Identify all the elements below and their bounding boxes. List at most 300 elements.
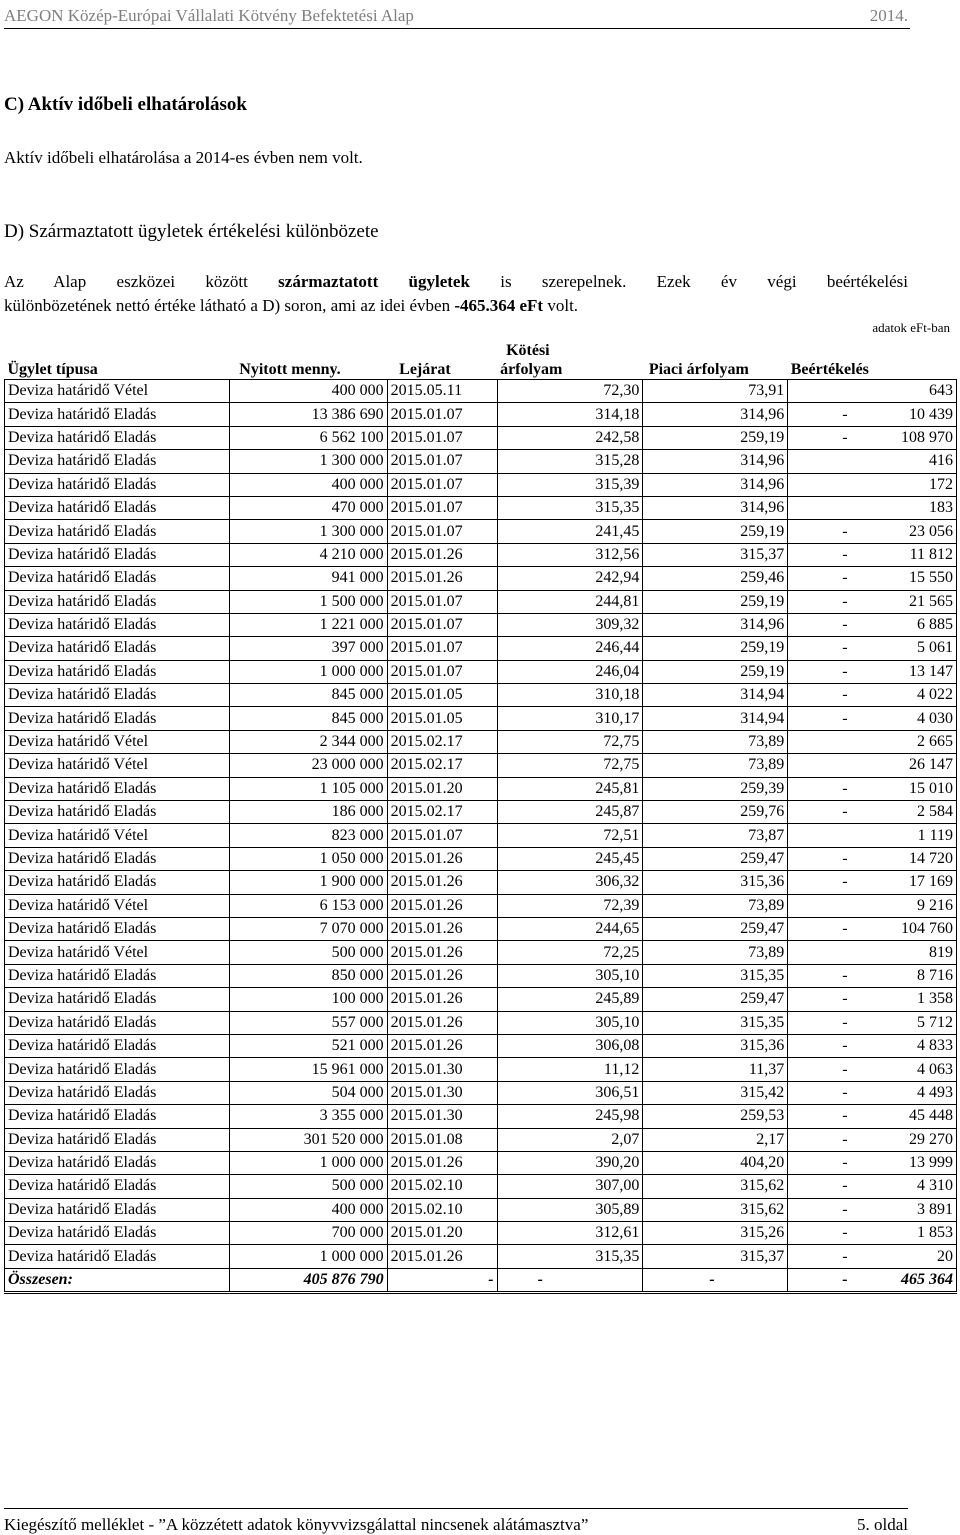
cell-type: Deviza határidő Eladás [5,590,230,613]
valuation-amount: 2 665 [917,733,953,751]
cell-type: Deviza határidő Eladás [5,567,230,590]
valuation-sign: - [842,686,848,704]
valuation-sign: - [842,1154,848,1172]
cell-strike: 244,65 [497,917,643,940]
cell-valuation [788,964,957,987]
cell-maturity: 2015.01.26 [387,964,497,987]
cell-maturity: 2015.01.26 [387,894,497,917]
table-row [5,1011,957,1034]
valuation-amount: 183 [929,499,953,517]
table-row [5,637,957,660]
valuation-amount: 819 [929,943,953,961]
cell-type: Deviza határidő Eladás [5,917,230,940]
cell-open: 2 344 000 [229,730,387,753]
cell-open: 1 105 000 [229,777,387,800]
header-strike-line2: árfolyam [500,361,563,378]
cell-type: Deviza határidő Eladás [5,1151,230,1174]
table-row [5,777,957,800]
cell-valuation [788,988,957,1011]
cell-market: 73,87 [643,824,788,847]
cell-type: Deviza határidő Eladás [5,684,230,707]
valuation-sign: - [842,592,848,610]
cell-market: 314,94 [643,684,788,707]
para-bold-value: -465.364 eFt [454,296,544,315]
para-text: volt. [547,296,579,315]
cell-valuation [788,801,957,824]
cell-valuation [788,754,957,777]
cell-valuation [788,1034,957,1057]
cell-valuation [788,613,957,636]
valuation-amount: 15 550 [909,569,953,587]
cell-strike: 245,98 [497,1105,643,1128]
cell-open: 400 000 [229,1198,387,1221]
table-row [5,403,957,426]
cell-market: 259,53 [643,1105,788,1128]
cell-open: 850 000 [229,964,387,987]
cell-maturity: 2015.01.07 [387,637,497,660]
valuation-sign: - [842,616,848,634]
cell-maturity: 2015.01.26 [387,1034,497,1057]
valuation-sign: - [842,1130,848,1148]
cell-strike: 2,07 [497,1128,643,1151]
cell-market: 315,35 [643,1011,788,1034]
table-row [5,894,957,917]
valuation-amount: 4 022 [917,686,953,704]
cell-strike: 315,39 [497,473,643,496]
table-row [5,520,957,543]
cell-type: Deviza határidő Vétel [5,380,230,403]
cell-maturity: 2015.01.30 [387,1058,497,1081]
header-valuation: Beértékelés [788,332,957,380]
valuation-amount: 26 147 [909,756,953,774]
cell-market: 73,89 [643,941,788,964]
cell-valuation [788,1175,957,1198]
cell-type: Deviza határidő Vétel [5,941,230,964]
valuation-sign: - [842,1083,848,1101]
cell-type: Deviza határidő Eladás [5,1011,230,1034]
header-strike-line1: Kötési [506,342,550,359]
cell-type: Deviza határidő Eladás [5,660,230,683]
valuation-amount: 8 716 [917,966,953,984]
cell-type: Deviza határidő Eladás [5,403,230,426]
cell-open: 15 961 000 [229,1058,387,1081]
table-row [5,1034,957,1057]
valuation-amount: 14 720 [909,850,953,867]
cell-open: 186 000 [229,801,387,824]
cell-open: 500 000 [229,941,387,964]
table-row [5,380,957,403]
valuation-amount: 5 061 [917,639,953,657]
total-label: Összesen: [5,1268,230,1292]
cell-maturity: 2015.01.26 [387,847,497,870]
valuation-sign: - [842,1013,848,1031]
cell-maturity: 2015.01.26 [387,543,497,566]
cell-maturity: 2015.05.11 [387,380,497,403]
cell-strike: 245,87 [497,801,643,824]
cell-market: 73,89 [643,730,788,753]
cell-market: 315,35 [643,964,788,987]
cell-market: 259,19 [643,590,788,613]
valuation-amount: 1 358 [917,990,953,1008]
cell-market: 315,37 [643,543,788,566]
cell-maturity: 2015.02.10 [387,1198,497,1221]
cell-open: 6 562 100 [229,426,387,449]
cell-valuation [788,1151,957,1174]
cell-open: 1 000 000 [229,660,387,683]
table-row [5,1105,957,1128]
cell-market: 259,39 [643,777,788,800]
valuation-sign: - [842,873,848,891]
cell-type: Deviza határidő Eladás [5,1105,230,1128]
footer-note: Kiegészítő melléklet - ”A közzétett adatok könyvvizsgálattal nincsenek alátámasztva” [4,1515,589,1534]
valuation-amount: 108 970 [901,428,953,446]
cell-open: 823 000 [229,824,387,847]
header-type: Ügylet típusa [5,332,230,380]
cell-type: Deviza határidő Eladás [5,707,230,730]
cell-valuation [788,917,957,940]
cell-strike: 309,32 [497,613,643,636]
header-strike [497,332,643,380]
cell-strike: 306,08 [497,1034,643,1057]
cell-valuation [788,380,957,403]
cell-maturity: 2015.01.26 [387,1151,497,1174]
valuation-amount: 13 147 [909,662,953,680]
cell-maturity: 2015.01.07 [387,660,497,683]
cell-type: Deviza határidő Vétel [5,754,230,777]
cell-valuation [788,590,957,613]
cell-valuation [788,567,957,590]
cell-strike: 315,35 [497,496,643,519]
cell-open: 1 221 000 [229,613,387,636]
cell-strike: 72,39 [497,894,643,917]
cell-type: Deviza határidő Eladás [5,496,230,519]
cell-type: Deviza határidő Eladás [5,1245,230,1268]
valuation-amount: 416 [929,452,953,470]
cell-maturity: 2015.01.07 [387,590,497,613]
table-header-row [5,332,957,380]
cell-valuation [788,520,957,543]
cell-strike: 72,25 [497,941,643,964]
page-footer [4,1508,908,1535]
cell-open: 397 000 [229,637,387,660]
cell-strike: 72,75 [497,754,643,777]
table-row [5,496,957,519]
cell-valuation [788,847,957,870]
valuation-amount: 643 [929,382,953,400]
cell-valuation [788,496,957,519]
valuation-amount: 2 584 [917,803,953,821]
cell-market: 73,89 [643,894,788,917]
valuation-amount: 45 448 [909,1107,953,1125]
cell-type: Deviza határidő Eladás [5,777,230,800]
table-row [5,590,957,613]
table-row [5,1081,957,1104]
section-d-paragraph [4,270,908,318]
valuation-amount: 15 010 [909,779,953,797]
cell-maturity: 2015.01.26 [387,988,497,1011]
cell-market: 315,26 [643,1222,788,1245]
cell-open: 504 000 [229,1081,387,1104]
cell-market: 315,42 [643,1081,788,1104]
cell-type: Deviza határidő Eladás [5,520,230,543]
footer-page-number: 5. oldal [857,1515,908,1534]
cell-open: 7 070 000 [229,917,387,940]
cell-strike: 72,75 [497,730,643,753]
cell-market: 73,91 [643,380,788,403]
cell-market: 315,62 [643,1198,788,1221]
cell-open: 500 000 [229,1175,387,1198]
cell-valuation [788,403,957,426]
cell-valuation [788,426,957,449]
cell-valuation [788,660,957,683]
cell-valuation [788,543,957,566]
cell-valuation [788,894,957,917]
cell-strike: 306,51 [497,1081,643,1104]
valuation-sign: - [842,1177,848,1195]
cell-strike: 242,94 [497,567,643,590]
cell-maturity: 2015.01.26 [387,941,497,964]
cell-strike: 11,12 [497,1058,643,1081]
valuation-sign: - [842,990,848,1008]
cell-type: Deviza határidő Eladás [5,964,230,987]
cell-market: 314,96 [643,450,788,473]
total-valuation [788,1268,957,1292]
para-text: különbözetének nettó értéke látható a D) soron, ami az idei évben [4,296,451,315]
valuation-sign: - [842,522,848,540]
valuation-sign: - [842,1224,848,1242]
cell-maturity: 2015.01.26 [387,567,497,590]
cell-type: Deviza határidő Eladás [5,1175,230,1198]
cell-maturity: 2015.01.30 [387,1081,497,1104]
table-row [5,917,957,940]
valuation-amount: 172 [929,475,953,493]
valuation-sign: - [842,545,848,563]
cell-type: Deviza határidő Eladás [5,1058,230,1081]
cell-market: 314,96 [643,613,788,636]
cell-valuation [788,1058,957,1081]
table-row [5,847,957,870]
page-header [4,0,910,29]
header-year: 2014. [869,6,908,25]
cell-market: 404,20 [643,1151,788,1174]
cell-open: 521 000 [229,1034,387,1057]
valuation-sign: - [842,1247,848,1265]
cell-valuation [788,637,957,660]
cell-market: 259,46 [643,567,788,590]
cell-open: 3 355 000 [229,1105,387,1128]
table-total-row [5,1268,957,1292]
cell-market: 259,47 [643,988,788,1011]
cell-maturity: 2015.01.07 [387,824,497,847]
cell-maturity: 2015.02.10 [387,1175,497,1198]
valuation-sign: - [842,966,848,984]
cell-strike: 245,81 [497,777,643,800]
cell-valuation [788,1081,957,1104]
cell-open: 1 000 000 [229,1151,387,1174]
valuation-sign: - [842,779,848,797]
cell-open: 470 000 [229,496,387,519]
valuation-amount: 5 712 [917,1013,953,1031]
valuation-amount: 104 760 [901,920,953,938]
cell-open: 100 000 [229,988,387,1011]
derivatives-table [4,332,957,1294]
cell-maturity: 2015.01.26 [387,917,497,940]
cell-type: Deviza határidő Eladás [5,1081,230,1104]
section-c-text: Aktív időbeli elhatárolása a 2014-es évben nem volt. [4,148,363,167]
cell-strike: 245,45 [497,847,643,870]
valuation-amount: 4 030 [917,709,953,727]
cell-valuation [788,941,957,964]
table-row [5,1151,957,1174]
header-fund-name: AEGON Közép-Európai Vállalati Kötvény Befektetési Alap [4,6,414,25]
cell-strike: 305,10 [497,964,643,987]
valuation-sign: - [842,920,848,938]
cell-market: 314,96 [643,496,788,519]
cell-maturity: 2015.01.05 [387,707,497,730]
cell-open: 1 000 000 [229,1245,387,1268]
cell-maturity: 2015.02.17 [387,801,497,824]
cell-maturity: 2015.01.30 [387,1105,497,1128]
cell-valuation [788,1198,957,1221]
para-bold-term: származtatott ügyletek [278,272,470,291]
table-row [5,1175,957,1198]
cell-strike: 390,20 [497,1151,643,1174]
cell-valuation [788,1128,957,1151]
valuation-sign: - [842,405,848,423]
valuation-amount: 4 493 [917,1083,953,1101]
cell-open: 400 000 [229,380,387,403]
valuation-amount: 29 270 [909,1130,953,1148]
header-market: Piaci árfolyam [643,332,788,380]
cell-open: 941 000 [229,567,387,590]
cell-valuation [788,1105,957,1128]
valuation-amount: 3 891 [917,1200,953,1218]
valuation-amount: 23 056 [909,522,953,540]
cell-maturity: 2015.01.07 [387,496,497,519]
para-text: Az Alap eszközei között [4,272,248,291]
section-d-title: D) Származtatott ügyletek értékelési különbözete [4,221,379,242]
table-row [5,1128,957,1151]
cell-type: Deviza határidő Vétel [5,824,230,847]
valuation-sign: - [842,709,848,727]
cell-market: 314,96 [643,473,788,496]
cell-maturity: 2015.02.17 [387,730,497,753]
valuation-amount: 1 119 [917,826,953,844]
cell-maturity: 2015.01.07 [387,613,497,636]
cell-market: 314,96 [643,403,788,426]
cell-valuation [788,871,957,894]
cell-type: Deviza határidő Eladás [5,1128,230,1151]
table-row [5,988,957,1011]
valuation-amount: 21 565 [909,592,953,610]
cell-market: 259,47 [643,917,788,940]
valuation-sign: - [842,1107,848,1125]
cell-market: 73,89 [643,754,788,777]
cell-strike: 312,61 [497,1222,643,1245]
table-row [5,754,957,777]
valuation-sign: - [842,850,848,867]
cell-valuation [788,707,957,730]
cell-strike: 306,32 [497,871,643,894]
cell-open: 1 050 000 [229,847,387,870]
valuation-amount: 13 999 [909,1154,953,1172]
cell-type: Deviza határidő Eladás [5,426,230,449]
cell-open: 1 500 000 [229,590,387,613]
valuation-sign: - [842,569,848,587]
cell-valuation [788,1245,957,1268]
table-row [5,941,957,964]
valuation-sign: - [842,428,848,446]
cell-market: 259,47 [643,847,788,870]
cell-open: 400 000 [229,473,387,496]
table-row [5,684,957,707]
cell-open: 1 900 000 [229,871,387,894]
cell-type: Deviza határidő Eladás [5,450,230,473]
valuation-amount: 20 [937,1247,953,1265]
valuation-sign: - [842,639,848,657]
cell-open: 845 000 [229,707,387,730]
cell-valuation [788,473,957,496]
cell-open: 23 000 000 [229,754,387,777]
valuation-amount: 4 833 [917,1037,953,1055]
valuation-sign: - [842,1060,848,1078]
table-row [5,660,957,683]
cell-strike: 246,04 [497,660,643,683]
cell-strike: 312,56 [497,543,643,566]
table-row [5,824,957,847]
cell-market: 259,76 [643,801,788,824]
table-row [5,871,957,894]
cell-open: 1 300 000 [229,450,387,473]
cell-valuation [788,824,957,847]
cell-strike: 305,89 [497,1198,643,1221]
table-row [5,450,957,473]
valuation-amount: 6 885 [917,616,953,634]
table-row [5,426,957,449]
cell-market: 314,94 [643,707,788,730]
total-maturity: - [387,1268,497,1292]
cell-market: 259,19 [643,660,788,683]
cell-type: Deviza határidő Eladás [5,473,230,496]
unit-note: adatok eFt-ban [872,320,950,335]
valuation-amount: 4 063 [917,1060,953,1078]
total-strike: - [497,1268,643,1292]
cell-market: 259,19 [643,637,788,660]
cell-maturity: 2015.01.07 [387,403,497,426]
cell-type: Deviza határidő Vétel [5,894,230,917]
total-valuation-amount: 465 364 [901,1271,953,1289]
valuation-sign: - [842,1037,848,1055]
cell-market: 2,17 [643,1128,788,1151]
cell-open: 845 000 [229,684,387,707]
table-row [5,801,957,824]
cell-maturity: 2015.01.26 [387,1245,497,1268]
cell-type: Deviza határidő Eladás [5,988,230,1011]
valuation-sign: - [842,662,848,680]
section-c-title: C) Aktív időbeli elhatárolások [4,94,247,115]
cell-maturity: 2015.01.26 [387,1011,497,1034]
cell-open: 1 300 000 [229,520,387,543]
cell-valuation [788,684,957,707]
valuation-amount: 11 812 [909,545,953,563]
cell-market: 315,36 [643,871,788,894]
valuation-amount: 1 853 [917,1224,953,1242]
cell-maturity: 2015.01.07 [387,450,497,473]
table-row [5,730,957,753]
cell-market: 315,37 [643,1245,788,1268]
cell-type: Deviza határidő Eladás [5,613,230,636]
valuation-amount: 4 310 [917,1177,953,1195]
